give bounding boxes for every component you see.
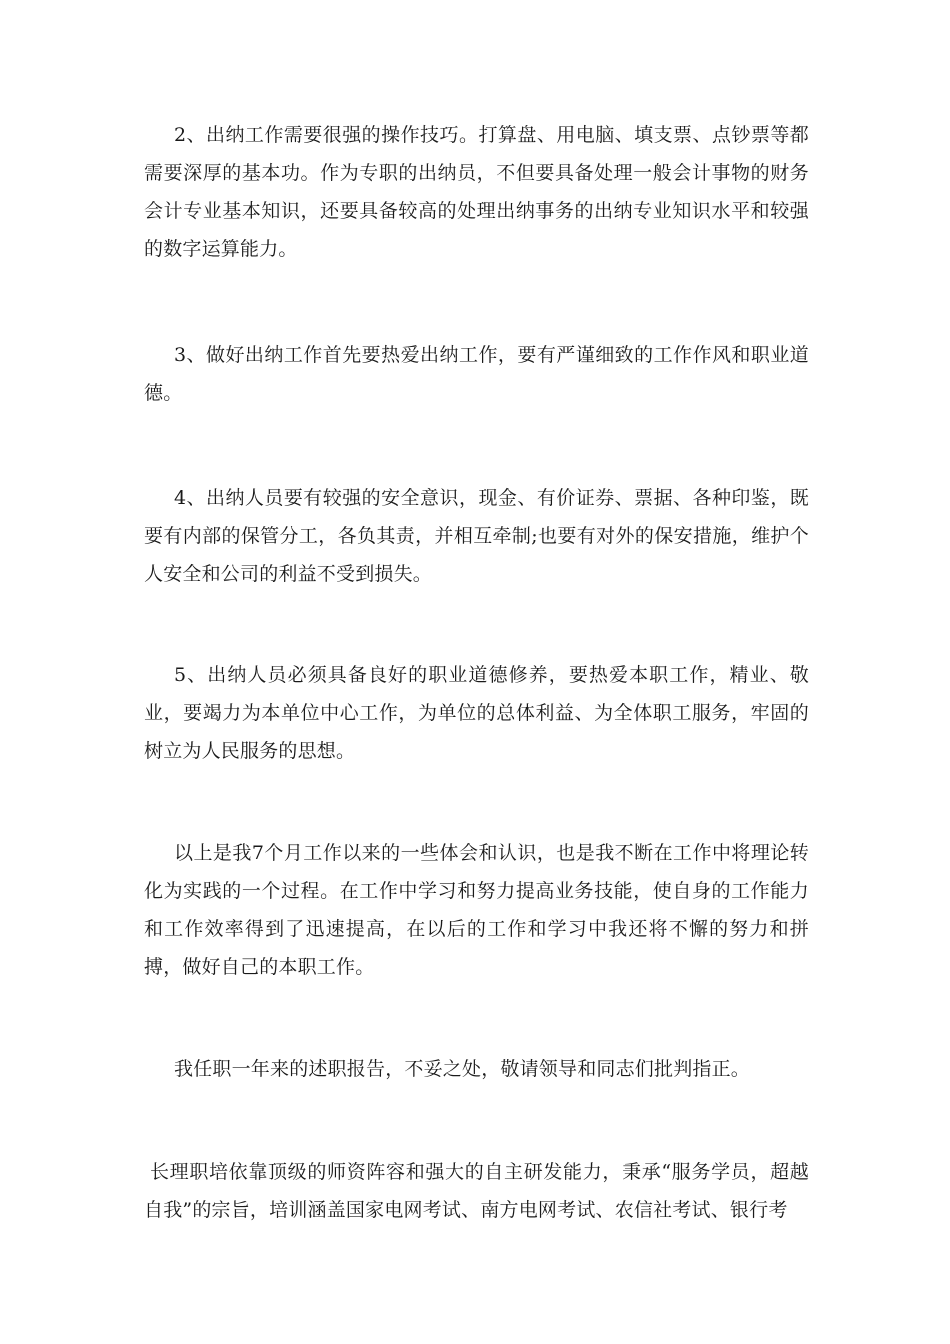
paragraph-item-5: 5、出纳人员必须具备良好的职业道德修养，要热爱本职工作，精业、敬业，要竭力为本单位中心工作，为单位的总体利益、为全体职工服务，牢固的树立为人民服务的思想。	[144, 664, 809, 762]
paragraph-closing: 我任职一年来的述职报告，不妥之处，敬请领导和同志们批判指正。	[174, 1058, 751, 1080]
paragraph-item-4: 4、出纳人员要有较强的安全意识，现金、有价证券、票据、各种印鉴，既要有内部的保管分工，各负其责，并相互牵制;也要有对外的保安措施，维护个人安全和公司的利益不受到损失。	[144, 487, 809, 585]
paragraph-conclusion: 以上是我7个月工作以来的一些体会和认识，也是我不断在工作中将理论转化为实践的一个过程。在工作中学习和努力提高业务技能，使自身的工作能力和工作效率得到了迅速提高，在以后的工作和学习中我还将不懈的努力和拼搏，做好自己的本职工作。	[144, 842, 809, 978]
paragraph-item-2: 2、出纳工作需要很强的操作技巧。打算盘、用电脑、填支票、点钞票等都需要深厚的基本功。作为专职的出纳员，不但要具备处理一般会计事物的财务会计专业基本知识，还要具备较高的处理出纳事务的出纳专业知识水平和较强的数字运算能力。	[144, 124, 809, 260]
paragraph-promotion: 长理职培依靠顶级的师资阵容和强大的自主研发能力，秉承“服务学员，超越自我”的宗旨，培训涵盖国家电网考试、南方电网考试、农信社考试、银行考	[144, 1161, 809, 1221]
paragraph-item-3: 3、做好出纳工作首先要热爱出纳工作，要有严谨细致的工作作风和职业道德。	[144, 344, 809, 404]
